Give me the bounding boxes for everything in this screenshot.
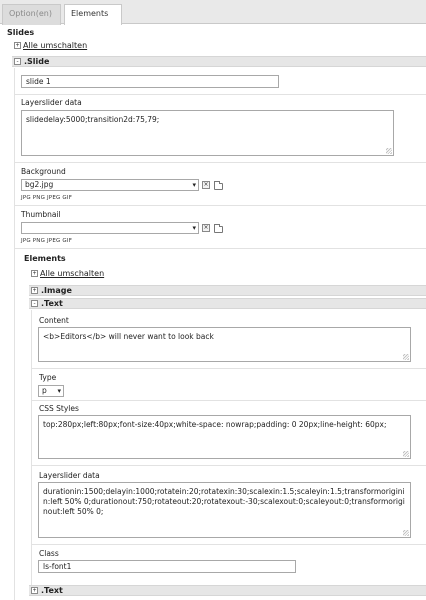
- text-left-border: [31, 310, 32, 590]
- toggle-all-elements[interactable]: [31, 269, 104, 278]
- slide-name-input[interactable]: slide 1: [21, 75, 279, 88]
- divider: [31, 400, 426, 401]
- chevron-down-icon: ▾: [192, 224, 196, 232]
- type-select[interactable]: [38, 385, 64, 397]
- resize-handle-icon[interactable]: [403, 451, 409, 457]
- text-section-2-title: .Text: [41, 586, 63, 595]
- text-section-title: .Text: [41, 299, 63, 308]
- divider: [14, 162, 426, 163]
- class-input[interactable]: ls-font1: [38, 560, 296, 573]
- slide-section-header[interactable]: [12, 56, 426, 67]
- clear-background-button[interactable]: ×: [203, 181, 209, 188]
- tab-options[interactable]: Option(en): [2, 4, 61, 25]
- resize-handle-icon[interactable]: [403, 530, 409, 536]
- text-section-header-2[interactable]: [29, 585, 426, 596]
- type-label: Type: [39, 373, 57, 382]
- minus-icon: -: [32, 300, 37, 307]
- css-styles-value: top:280px;left:80px;font-size:40px;white-space: nowrap;padding: 0 20px;line-height: 60px;: [43, 420, 387, 429]
- thumbnail-filetypes-hint: JPG PNG JPEG GIF: [21, 238, 73, 244]
- tab-bar: [0, 0, 426, 24]
- text-section-title-text: Text: [44, 299, 63, 308]
- chevron-down-icon: ▾: [192, 181, 196, 189]
- plus-icon: +: [32, 587, 37, 594]
- background-select[interactable]: [21, 179, 199, 191]
- tab-elements[interactable]: Elements: [64, 4, 122, 25]
- clear-thumbnail-button[interactable]: ×: [203, 224, 209, 231]
- plus-icon: +: [32, 270, 37, 277]
- plus-icon: +: [32, 287, 37, 294]
- folder-icon[interactable]: [214, 183, 223, 190]
- chevron-down-icon: ▾: [57, 387, 61, 395]
- background-label: Background: [21, 167, 66, 176]
- type-select-value: p: [42, 386, 47, 395]
- divider: [31, 544, 426, 545]
- divider: [14, 94, 426, 95]
- thumbnail-select[interactable]: [21, 222, 199, 234]
- minus-icon: -: [15, 58, 20, 65]
- text-section-header[interactable]: [29, 298, 426, 309]
- content-value: <b>Editors</b> will never want to look back: [43, 332, 214, 341]
- toggle-all-link[interactable]: Alle umschalten: [23, 41, 88, 50]
- plus-icon: +: [15, 42, 20, 49]
- slide-left-border: [14, 68, 15, 600]
- slide-section-title: .Slide: [24, 57, 50, 66]
- toggle-all-slides[interactable]: [14, 41, 87, 50]
- image-section-title: .Image: [41, 286, 72, 295]
- slide-layerslider-label: Layerslider data: [21, 98, 82, 107]
- slide-layerslider-textarea[interactable]: [21, 110, 394, 156]
- content-textarea[interactable]: [38, 327, 411, 362]
- background-select-value: bg2.jpg: [25, 180, 54, 189]
- text-layerslider-label: Layerslider data: [39, 471, 100, 480]
- slide-layerslider-value: slidedelay:5000;transition2d:75,79;: [26, 115, 160, 124]
- text-layerslider-value: durationin:1500;delayin:1000;rotatein:20;rotatexin:30;scalexin:1.5;scaleyin:1.5;transformoriginin:left 50% 0;durationout:750;rotateout:20;rotatexout:-30;scalexout:0;scaleyout:0;transformoriginout:left 50% 0;: [43, 487, 405, 516]
- text-layerslider-textarea[interactable]: [38, 482, 411, 538]
- content-label: Content: [39, 316, 69, 325]
- elements-heading: Elements: [24, 254, 66, 263]
- text-section-2-title-text: Text: [44, 586, 63, 595]
- css-styles-label: CSS Styles: [39, 404, 79, 413]
- resize-handle-icon[interactable]: [403, 354, 409, 360]
- resize-handle-icon[interactable]: [386, 148, 392, 154]
- divider: [31, 368, 426, 369]
- background-filetypes-hint: JPG PNG JPEG GIF: [21, 195, 73, 201]
- image-section-title-text: Image: [44, 286, 72, 295]
- divider: [31, 465, 426, 466]
- class-label: Class: [39, 549, 59, 558]
- slides-heading: Slides: [7, 28, 35, 37]
- divider: [14, 248, 426, 249]
- css-styles-textarea[interactable]: [38, 415, 411, 459]
- toggle-all-elements-link[interactable]: Alle umschalten: [40, 269, 105, 278]
- thumbnail-label: Thumbnail: [21, 210, 61, 219]
- slide-section-title-text: Slide: [27, 57, 50, 66]
- image-section-header[interactable]: [29, 285, 426, 296]
- folder-icon[interactable]: [214, 226, 223, 233]
- divider: [14, 205, 426, 206]
